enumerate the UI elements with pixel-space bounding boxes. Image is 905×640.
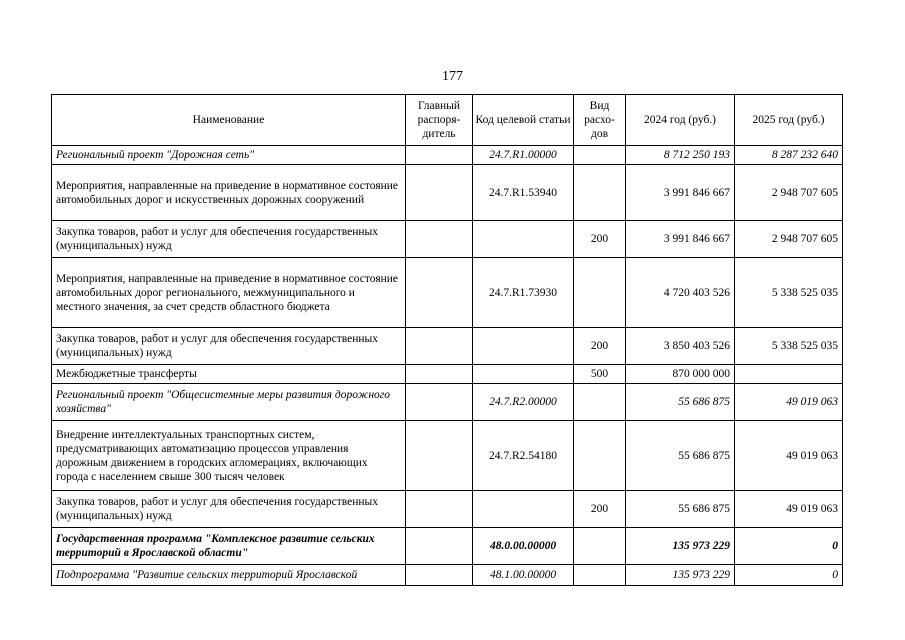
table-row <box>52 258 843 328</box>
cell-name: Внедрение интеллектуальных транспортных систем, предусматривающих автоматизацию процессов управления дорожным движением в городских агломерациях, включающих города с населением свыше 300 тысяч человек <box>52 421 406 491</box>
table-row <box>52 528 843 565</box>
cell-code: 24.7.R1.00000 <box>473 146 574 165</box>
cell-manager <box>406 328 473 365</box>
cell-expense-type <box>574 421 626 491</box>
cell-2024: 55 686 875 <box>626 421 735 491</box>
cell-2024: 3 991 846 667 <box>626 221 735 258</box>
cell-2024: 135 973 229 <box>626 565 735 586</box>
cell-manager <box>406 221 473 258</box>
cell-2025: 49 019 063 <box>735 421 843 491</box>
cell-code <box>473 221 574 258</box>
table-row <box>52 491 843 528</box>
cell-code: 48.0.00.00000 <box>473 528 574 565</box>
cell-code: 24.7.R2.54180 <box>473 421 574 491</box>
cell-2025: 5 338 525 035 <box>735 258 843 328</box>
table-row <box>52 384 843 421</box>
cell-expense-type: 200 <box>574 491 626 528</box>
cell-name: Мероприятия, направленные на приведение в нормативное состояние автомобильных дорог и искусственных дорожных сооружений <box>52 165 406 221</box>
cell-manager <box>406 146 473 165</box>
table-row <box>52 365 843 384</box>
cell-expense-type <box>574 165 626 221</box>
table-row <box>52 221 843 258</box>
cell-2025: 49 019 063 <box>735 491 843 528</box>
cell-2025: 2 948 707 605 <box>735 165 843 221</box>
cell-name: Региональный проект "Общесистемные меры развития дорожного хозяйства" <box>52 384 406 421</box>
table-row <box>52 146 843 165</box>
header-manager: Главный распоря-дитель <box>406 95 473 146</box>
cell-code <box>473 328 574 365</box>
cell-name: Мероприятия, направленные на приведение в нормативное состояние автомобильных дорог регионального, межмуниципального и местного значения, за счет средств областного бюджета <box>52 258 406 328</box>
cell-2024: 3 850 403 526 <box>626 328 735 365</box>
header-year-2024: 2024 год (руб.) <box>626 95 735 146</box>
cell-name: Региональный проект "Дорожная сеть" <box>52 146 406 165</box>
header-code: Код целевой статьи <box>473 95 574 146</box>
cell-manager <box>406 528 473 565</box>
cell-code: 24.7.R1.53940 <box>473 165 574 221</box>
cell-manager <box>406 384 473 421</box>
cell-code <box>473 491 574 528</box>
cell-2024: 8 712 250 193 <box>626 146 735 165</box>
cell-2025: 8 287 232 640 <box>735 146 843 165</box>
cell-2025: 0 <box>735 528 843 565</box>
cell-2024: 3 991 846 667 <box>626 165 735 221</box>
cell-name: Государственная программа "Комплексное развитие сельских территорий в Ярославской области" <box>52 528 406 565</box>
cell-code: 48.1.00.00000 <box>473 565 574 586</box>
cell-code: 24.7.R1.73930 <box>473 258 574 328</box>
cell-name: Закупка товаров, работ и услуг для обеспечения государственных (муниципальных) нужд <box>52 491 406 528</box>
cell-name: Межбюджетные трансферты <box>52 365 406 384</box>
cell-manager <box>406 565 473 586</box>
cell-expense-type <box>574 146 626 165</box>
header-name: Наименование <box>52 95 406 146</box>
cell-name: Подпрограмма "Развитие сельских территорий Ярославской <box>52 565 406 586</box>
cell-manager <box>406 165 473 221</box>
cell-2024: 55 686 875 <box>626 491 735 528</box>
cell-2024: 870 000 000 <box>626 365 735 384</box>
cell-2025 <box>735 365 843 384</box>
header-year-2025: 2025 год (руб.) <box>735 95 843 146</box>
cell-manager <box>406 491 473 528</box>
cell-expense-type: 500 <box>574 365 626 384</box>
table-row <box>52 421 843 491</box>
cell-manager <box>406 421 473 491</box>
cell-expense-type <box>574 565 626 586</box>
cell-2024: 4 720 403 526 <box>626 258 735 328</box>
budget-table <box>51 94 843 586</box>
table-row <box>52 565 843 586</box>
cell-manager <box>406 258 473 328</box>
cell-expense-type: 200 <box>574 328 626 365</box>
table-row <box>52 165 843 221</box>
table-header-row <box>52 95 843 146</box>
cell-2025: 0 <box>735 565 843 586</box>
table-row <box>52 328 843 365</box>
cell-2024: 55 686 875 <box>626 384 735 421</box>
header-expense-type: Вид расхо-дов <box>574 95 626 146</box>
cell-expense-type: 200 <box>574 221 626 258</box>
cell-manager <box>406 365 473 384</box>
cell-expense-type <box>574 258 626 328</box>
cell-2025: 49 019 063 <box>735 384 843 421</box>
cell-code <box>473 365 574 384</box>
cell-expense-type <box>574 384 626 421</box>
cell-name: Закупка товаров, работ и услуг для обеспечения государственных (муниципальных) нужд <box>52 221 406 258</box>
cell-2024: 135 973 229 <box>626 528 735 565</box>
cell-2025: 5 338 525 035 <box>735 328 843 365</box>
cell-name: Закупка товаров, работ и услуг для обеспечения государственных (муниципальных) нужд <box>52 328 406 365</box>
page-number: 177 <box>442 69 463 84</box>
cell-2025: 2 948 707 605 <box>735 221 843 258</box>
cell-expense-type <box>574 528 626 565</box>
cell-code: 24.7.R2.00000 <box>473 384 574 421</box>
